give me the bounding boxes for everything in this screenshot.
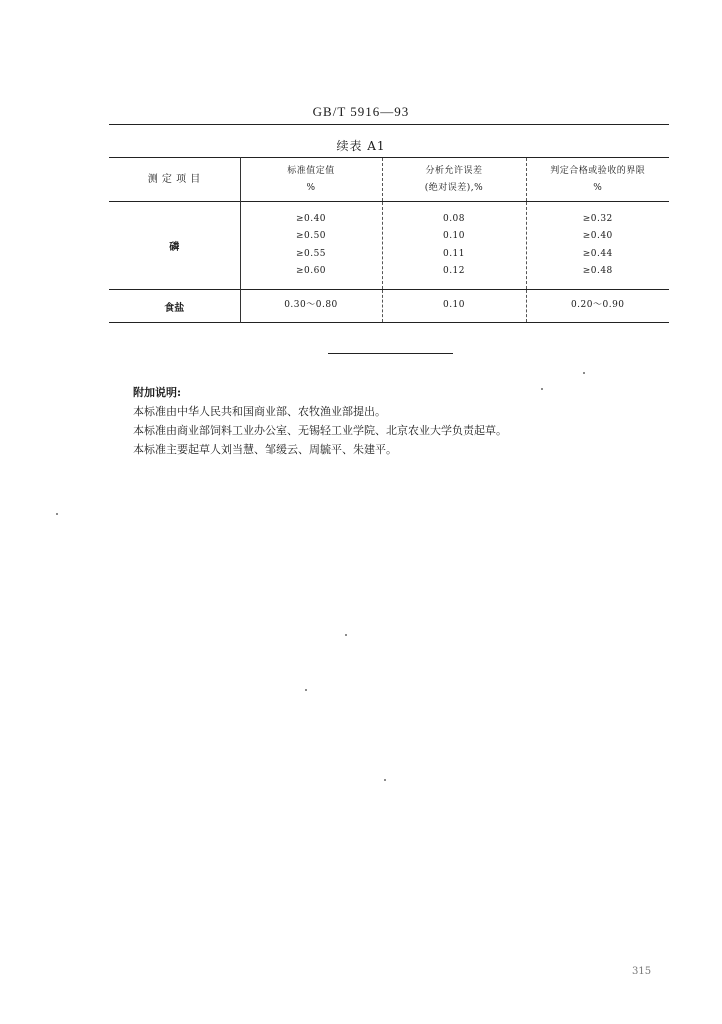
- header-rule: [109, 124, 669, 125]
- notes-title: 附加说明:: [133, 386, 182, 399]
- col-header-item-text: 测 定 项 目: [147, 174, 201, 185]
- additional-notes: [133, 383, 507, 459]
- row-item-label: 磷: [169, 242, 180, 253]
- col-header-standard-line2: %: [306, 182, 316, 193]
- standard-value: ≥0.40: [295, 213, 327, 224]
- col-header-tolerance-line1: 分析允许误差: [425, 165, 483, 176]
- tolerance-value: 0.08: [442, 213, 466, 224]
- notes-line: 本标准由商业部饲料工业办公室、无锡轻工业学院、北京农业大学负责起草。: [133, 424, 507, 437]
- col-header-tolerance: [382, 158, 526, 202]
- scan-speck: [345, 634, 347, 636]
- scan-speck: [384, 779, 386, 781]
- table-row: [109, 290, 669, 323]
- scan-speck: [583, 372, 585, 374]
- tolerance-value: 0.10: [442, 231, 466, 241]
- col-header-limit-line2: %: [593, 182, 603, 193]
- limit-cell: [526, 202, 669, 290]
- col-header-limit-line1: 判定合格或验收的界限: [550, 165, 646, 176]
- notes-line: 本标准由中华人民共和国商业部、农牧渔业部提出。: [133, 405, 386, 418]
- col-header-item: [109, 158, 240, 202]
- limit-value: ≥0.44: [582, 248, 613, 259]
- standard-code-header: GB/T 5916—93: [312, 104, 410, 119]
- col-header-standard-line1: 标准值定值: [287, 165, 335, 176]
- standard-value-cell: [240, 290, 382, 323]
- tolerance-cell: [382, 202, 526, 290]
- table-row: [109, 202, 669, 290]
- limit-value: 0.20～0.90: [570, 300, 625, 311]
- table-title: 续表 A1: [336, 139, 386, 153]
- col-header-tolerance-line2: (绝对误差),%: [424, 182, 484, 193]
- page-number: 315: [632, 966, 652, 977]
- col-header-standard: [240, 158, 382, 202]
- scan-speck: [541, 388, 543, 390]
- notes-line: 本标准主要起草人刘当慧、邹缓云、周毓平、朱建平。: [133, 443, 397, 456]
- tolerance-value: 0.11: [442, 248, 466, 259]
- standard-value: 0.30～0.80: [284, 300, 338, 311]
- limit-value: ≥0.32: [582, 213, 613, 224]
- limit-value: ≥0.40: [582, 231, 613, 241]
- standard-value-cell: [240, 202, 382, 290]
- tolerance-value: 0.10: [442, 300, 466, 311]
- section-divider: [328, 353, 453, 354]
- tolerance-value: 0.12: [442, 266, 466, 276]
- limit-value: ≥0.48: [582, 266, 613, 276]
- spec-table: [109, 157, 669, 323]
- row-item-label: 食盐: [164, 302, 185, 314]
- table-header-row: [109, 158, 669, 202]
- standard-value: ≥0.55: [295, 248, 327, 259]
- standard-value: ≥0.60: [295, 266, 327, 276]
- row-item-cell: [109, 202, 240, 290]
- scan-speck: [305, 689, 307, 691]
- col-header-limit: [526, 158, 669, 202]
- standard-value: ≥0.50: [295, 231, 327, 241]
- limit-cell: [526, 290, 669, 323]
- row-item-cell: [109, 290, 240, 323]
- tolerance-cell: [382, 290, 526, 323]
- scan-speck: [56, 513, 58, 515]
